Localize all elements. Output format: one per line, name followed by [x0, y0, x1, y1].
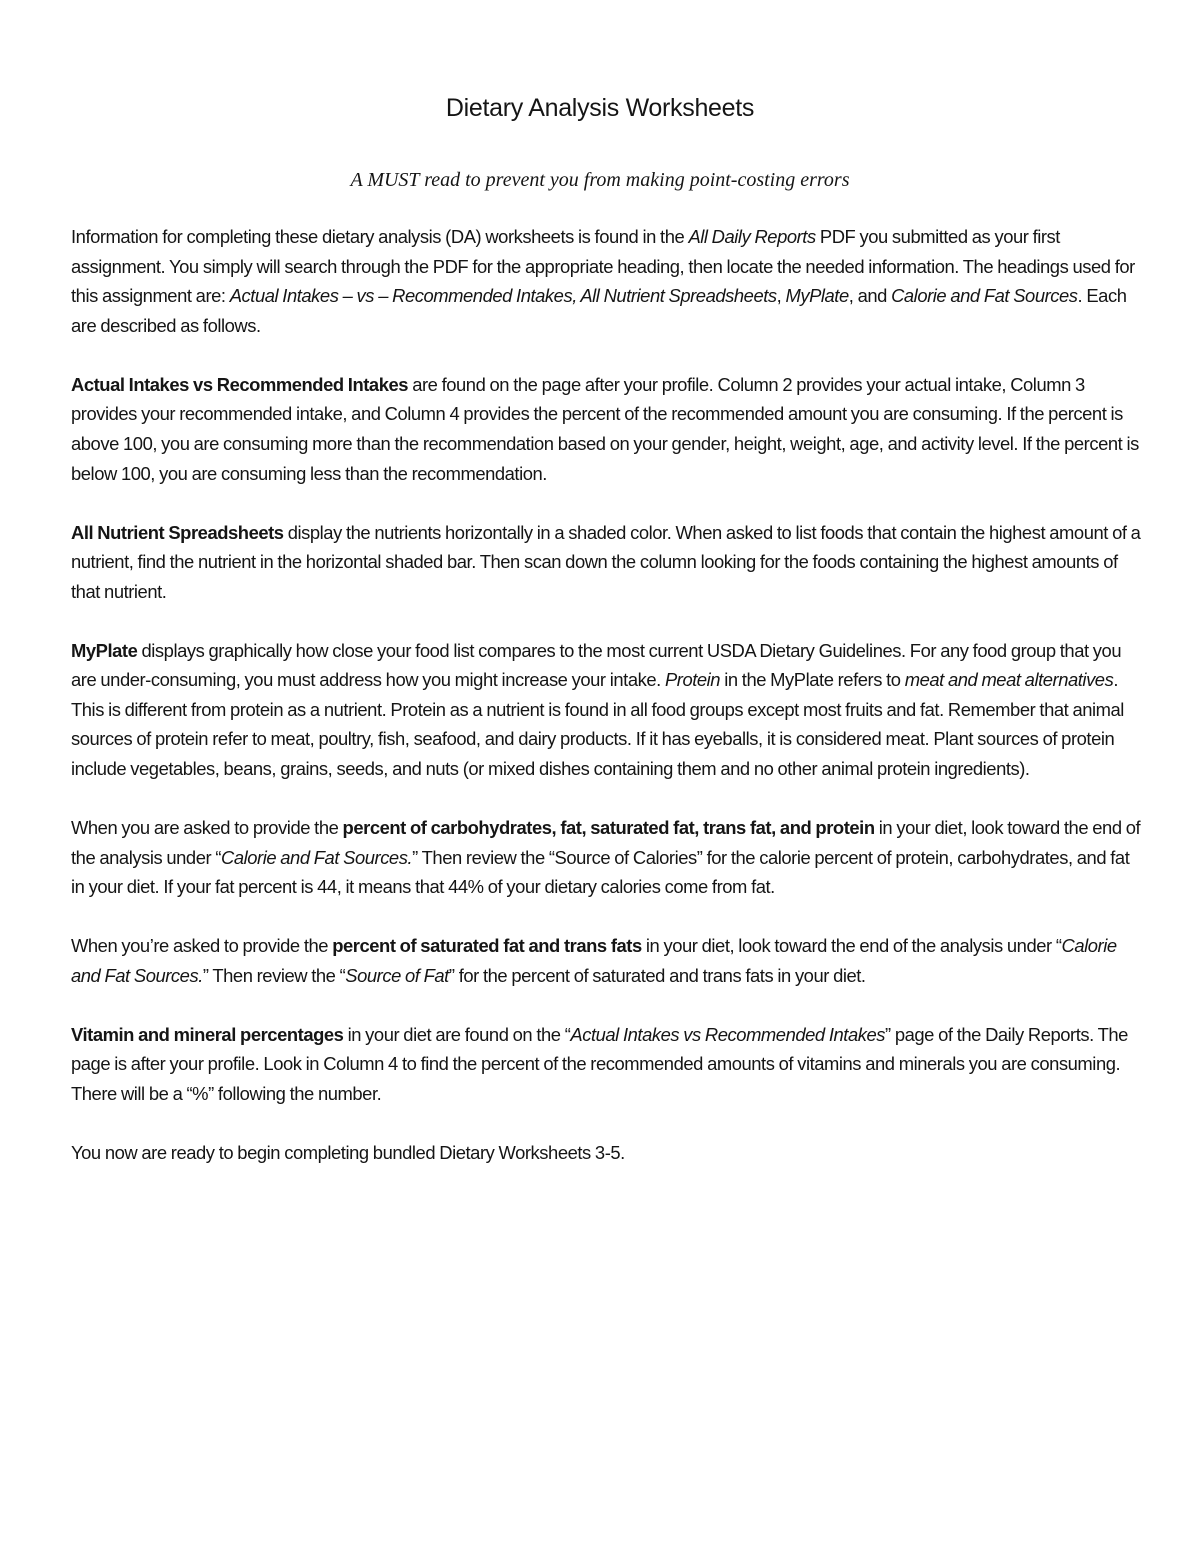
text-run-plain: ” page of the Daily Reports. The page is after your profile. Look in Column 4 to find the percent of the recommended amounts of vitamins and minerals you are consuming. There will be a “%” following the number.: [71, 1023, 1128, 1104]
paragraph-myplate: [71, 636, 1141, 784]
text-run-plain: When you’re asked to provide the: [71, 935, 333, 957]
paragraph-actual-intakes: [71, 370, 1141, 488]
text-run-plain: . This is different from protein as a nutrient. Protein as a nutrient is found in all food groups except most fruits and fat. Remember that animal sources of protein refer to meat, poultry, fish, seafood, and dairy products. If it has eyeballs, it is considered meat. Plant sources of protein include vegetables, beans, grains, seeds, and nuts (or mixed dishes containing them and no other animal protein ingredients).: [71, 669, 1124, 780]
text-run-italic: MyPlate: [785, 285, 849, 307]
text-run-plain: ” for the percent of saturated and trans fats in your diet.: [448, 964, 866, 986]
text-run-plain: ” Then review the “Source of Calories” for the calorie percent of protein, carbohydrates, and fat in your diet. If your fat percent is 44, it means that 44% of your dietary calories come from fat.: [71, 846, 1130, 898]
text-run-plain: . Each are described as follows.: [71, 285, 1127, 336]
paragraph-nutrient-spreadsheets: [71, 518, 1141, 607]
text-run-plain: in your diet are found on the “: [343, 1023, 571, 1045]
text-run-plain: are found on the page after your profile. Column 2 provides your actual intake, Column 3 provides your recommended intake, and Column 4 provides the percent of the recommended amount you are consuming. If the percent is above 100, you are consuming more than the recommendation based on your gender, height, weight, age, and activity level. If the percent is below 100, you are consuming less than the recommendation.: [71, 373, 1139, 484]
text-run-italic: Actual Intakes vs Recommended Intakes: [570, 1023, 885, 1045]
text-run-bold: percent of carbohydrates, fat, saturated fat, trans fat, and protein: [342, 817, 875, 839]
paragraph-vitamins-minerals: [71, 1020, 1141, 1109]
paragraph-closing: [71, 1138, 1141, 1168]
text-run-italic: Calorie and Fat Sources.: [71, 935, 1117, 986]
text-run-plain: When you are asked to provide the: [71, 817, 343, 839]
text-run-bold: Actual Intakes vs Recommended Intakes: [71, 373, 409, 395]
text-run-italic: Actual Intakes – vs – Recommended Intakes, All Nutrient Spreadsheets: [229, 285, 777, 307]
text-run-plain: in your diet, look toward the end of the analysis under “: [71, 817, 1141, 868]
text-run-bold: Vitamin and mineral percentages: [71, 1023, 344, 1045]
text-run-italic: meat and meat alternatives: [904, 669, 1114, 691]
text-run-plain: You now are ready to begin completing bundled Dietary Worksheets 3-5.: [71, 1141, 625, 1163]
text-run-italic: Calorie and Fat Sources.: [221, 846, 413, 868]
text-run-italic: Calorie and Fat Sources: [891, 285, 1078, 307]
text-run-plain: in the MyPlate refers to: [720, 669, 905, 691]
text-run-plain: displays graphically how close your food list compares to the most current USDA Dietary Guidelines. For any food group that you are under-consuming, you must address how you might increase your intake.: [71, 639, 1122, 691]
paragraph-percent-macros: [71, 813, 1141, 902]
text-run-italic: Protein: [664, 669, 721, 691]
text-run-plain: , and: [848, 285, 892, 307]
text-run-plain: ” Then review the “: [202, 964, 346, 986]
text-run-plain: PDF you submitted as your first assignment. You simply will search through the PDF for the appropriate heading, then locate the needed information. The headings used for this assignment are:: [71, 226, 1135, 307]
paragraph-percent-fats: [71, 931, 1141, 990]
text-run-italic: All Daily Reports: [688, 226, 816, 247]
document-subtitle: A MUST read to prevent you from making point-costing errors: [350, 169, 850, 191]
text-run-bold: percent of saturated fat and trans fats: [332, 935, 642, 957]
text-run-italic: Source of Fat: [345, 964, 449, 986]
text-run-bold: MyPlate: [71, 639, 138, 661]
document-body: [71, 222, 1141, 1197]
paragraph-intro: [71, 222, 1141, 340]
document-title: Dietary Analysis Worksheets: [445, 94, 755, 122]
text-run-plain: display the nutrients horizontally in a shaded color. When asked to list foods that contain the highest amount of a nutrient, find the nutrient in the horizontal shaded bar. Then scan down the column looking for the foods containing the highest amounts of that nutrient.: [71, 521, 1141, 602]
text-run-plain: ,: [776, 285, 786, 307]
text-run-bold: All Nutrient Spreadsheets: [71, 521, 284, 543]
text-run-plain: in your diet, look toward the end of the analysis under “: [641, 935, 1062, 957]
text-run-plain: Information for completing these dietary analysis (DA) worksheets is found in the: [71, 226, 689, 247]
